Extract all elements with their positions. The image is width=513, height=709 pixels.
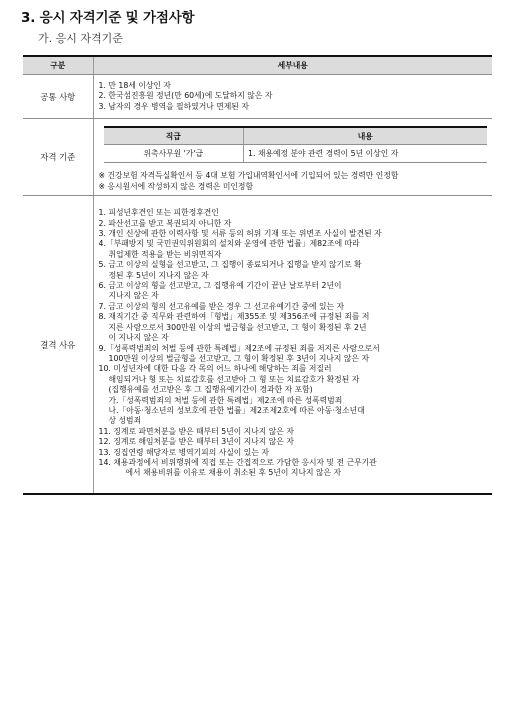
list-item: 해임되거나 형 또는 치료감호를 선고받아 그 형 또는 치료감호가 확정된 자 [108, 374, 360, 384]
list-item: 지나지 않은 자 [108, 291, 159, 301]
note-item: ※ 건강보험 자격득실확인서 등 4대 보험 가입내역확인서에 기입되어 있는 경력만 인정함 [98, 171, 399, 181]
list-item: 1. 피성년후견인 또는 피한정후견인 [98, 208, 219, 218]
common-list [94, 75, 493, 118]
list-item: 10. 미성년자에 대한 다음 각 목의 어느 하나에 해당하는 죄를 저질러 [98, 364, 332, 374]
list-item: 100만원 이상의 벌금형을 선고받고, 그 형이 확정된 후 3년이 지나지 않은 자 [108, 353, 369, 363]
list-item: 취업제한 적용을 받는 비위면직자 [108, 249, 222, 259]
label-common: 공통 사항 [23, 75, 93, 119]
qualification-table [23, 55, 492, 495]
list-item: 11. 징계로 파면처분을 받은 때부터 5년이 지나지 않은 자 [98, 426, 294, 436]
list-item: 4.「부패방지 및 국민권익위원회의 설치와 운영에 관한 법률」제82조에 따라 [98, 239, 360, 249]
list-item: 8. 재직기간 중 직무와 관련하여「형법」제355조 및 제356조에 규정된 죄를 저 [98, 312, 370, 322]
list-item: 가.「성폭력범죄의 처벌 등에 관한 특례법」제2조에 따른 성폭력범죄 [108, 395, 343, 405]
list-item: 상 성범죄 [108, 416, 142, 426]
list-item: 6. 금고 이상의 형을 선고받고, 그 집행유예 기간이 끝난 날로부터 2년이 [98, 281, 342, 291]
list-item: 14. 채용과정에서 비위행위에 직접 또는 간접적으로 가담한 응시자 및 전 근무기관 [98, 457, 377, 467]
list-item: 이 지나지 않은 자 [108, 333, 169, 343]
row-qualification [23, 119, 492, 196]
table-header-row [23, 56, 492, 75]
label-qualification: 자격 기준 [23, 119, 93, 196]
qualification-notes [99, 163, 488, 192]
list-item: 7. 금고 이상의 형의 선고유예를 받은 경우 그 선고유예기간 중에 있는 자 [98, 301, 345, 311]
position-value: 위촉사무원 '가'급 [104, 145, 244, 163]
list-item: (집행유예를 선고받은 후 그 집행유예기간이 경과한 자 포함) [108, 385, 313, 395]
section-subtitle: 가. 응시 자격기준 [38, 32, 123, 45]
list-item: 13. 징집연령 해당자로 병역기피의 사실이 있는 자 [98, 447, 269, 457]
content-value: 1. 채용예정 분야 관련 경력이 5년 이상인 자 [244, 145, 487, 163]
header-category: 구분 [23, 56, 93, 75]
position-table [104, 126, 487, 163]
common-details [93, 75, 492, 119]
section-title: 3. 응시 자격기준 및 가점사항 [21, 10, 195, 26]
list-item: 3. 개인 신상에 관한 이력사항 및 서류 등의 허위 기재 또는 위변조 사실이 발견된 자 [98, 229, 382, 239]
position-table-header [104, 127, 487, 145]
list-item: 12. 징계로 해임처분을 받은 때부터 3년이 지나지 않은 자 [98, 437, 294, 447]
table-row [104, 145, 487, 163]
row-common [23, 75, 492, 119]
disqualification-details [93, 196, 492, 494]
label-disqualification: 결격 사유 [23, 196, 93, 494]
row-disqualification [23, 196, 492, 494]
list-item: 5. 금고 이상의 실형을 선고받고, 그 집행이 종료되거나 집행을 받지 않기로 확 [98, 260, 362, 270]
header-position: 직급 [104, 127, 244, 145]
list-item: 2. 한국섬진흥원 정년(만 60세)에 도달하지 않은 자 [98, 91, 273, 101]
list-item: 지른 사람으로서 300만원 이상의 벌금형을 선고받고, 그 형이 확정된 후 2년 [108, 322, 367, 332]
qualification-details [93, 119, 492, 196]
list-item: 에서 채용비위를 이유로 채용이 취소된 후 5년이 지나지 않은 자 [125, 468, 342, 478]
list-item: 3. 남자의 경우 병역을 필하였거나 면제된 자 [98, 101, 249, 111]
list-item: 정된 후 5년이 지나지 않은 자 [108, 270, 209, 280]
list-item: 1. 만 18세 이상인 자 [98, 81, 171, 90]
list-item: 2. 파산선고를 받고 복권되지 아니한 자 [98, 218, 232, 228]
header-content: 내용 [244, 127, 487, 145]
disqualification-list [94, 196, 493, 493]
note-item: ※ 응시원서에 작성하지 않은 경력은 미인정함 [98, 182, 253, 192]
list-item: 나.「아동·청소년의 성보호에 관한 법률」제2조제2호에 따른 아동·청소년대 [108, 405, 365, 415]
list-item: 9.「성폭력범죄의 처벌 등에 관한 특례법」제2조에 규정된 죄를 저지른 사람으로서 [98, 343, 380, 353]
header-details: 세부내용 [93, 56, 492, 75]
